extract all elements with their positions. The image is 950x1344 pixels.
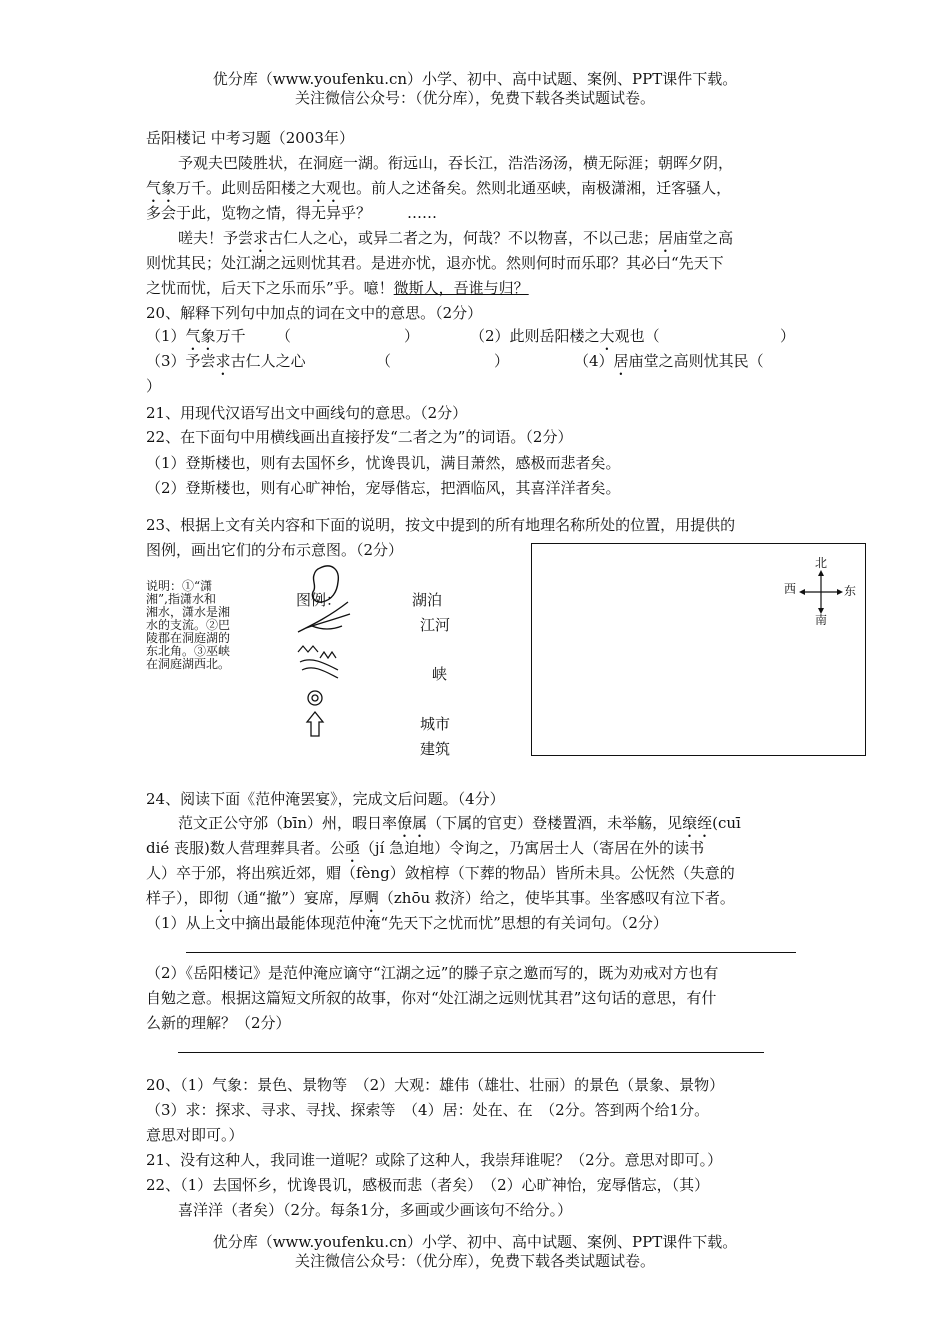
- q24-answer-line-2[interactable]: [178, 1052, 764, 1053]
- q22-sentence-2: （2）登斯楼也，则有心旷神怡，宠辱偕忘，把酒临风，其喜洋洋者矣。: [146, 479, 621, 497]
- footer-line-1: 优分库（www.youfenku.cn）小学、初中、高中试题、案例、PPT课件下载。: [212, 1233, 738, 1251]
- compass-north: 北: [815, 556, 828, 570]
- q20-answer-3-close: ）: [494, 352, 510, 370]
- q20-item-4: （4）居庙堂之高则忧其民（: [574, 352, 764, 370]
- q20-item-2: （2）此则岳阳楼之大观也（: [470, 327, 660, 345]
- answer-20-line2: （3）求：探求、寻求、寻找、探索等 （4）居：处在、在 （2分。答到两个给1分。: [146, 1101, 710, 1119]
- legend-label-gorge: 峡: [432, 665, 448, 683]
- compass-east: 东: [844, 584, 857, 598]
- q24-text-2: dié 丧服)数人营理葬具者。公亟（jí 急迫地）令询之，乃寓居士人（寄居在外的读书: [146, 839, 705, 857]
- document-title: 岳阳楼记 中考习题（2003年）: [146, 129, 354, 147]
- q24-subq-2-line3: 么新的理解？（2分）: [146, 1014, 291, 1032]
- passage-p2-line2: 则忧其民；处江湖之远则忧其君。是进亦忧，退亦忧。然则何时而乐耶？其必曰“先天下: [146, 254, 724, 272]
- q24-text-4: 样子），即彻（通“撤”）宴席，厚赒（zhōu 救济）给之，使毕其事。坐客感叹有泣下者。: [146, 889, 735, 907]
- q24-text-1: 范文正公守邠（bīn）州，暇日率僚属（下属的官吏）登楼置酒，未举觞，见缞绖(cuī: [178, 814, 741, 832]
- legend-label-river: 江河: [420, 616, 451, 634]
- answer-21: 21、没有这种人，我同谁一道呢？或除了这种人，我崇拜谁呢？（2分。意思对即可。）: [146, 1151, 723, 1169]
- footer-line-2: 关注微信公众号：（优分库），免费下载各类试题试卷。: [294, 1252, 655, 1270]
- underlined-sentence: 微斯人，吾谁与归？: [393, 279, 529, 297]
- q22-stem: 22、在下面句中用横线画出直接抒发“二者之为”的词语。（2分）: [146, 428, 573, 446]
- lake-icon: [312, 566, 338, 602]
- q22-sentence-1: （1）登斯楼也，则有去国怀乡，忧谗畏讥，满目萧然，感极而悲者矣。: [146, 454, 621, 472]
- q20-answer-3-open: （: [376, 352, 392, 370]
- legend-label-building: 建筑: [420, 740, 451, 758]
- q24-subq-2-line2: 自勉之意。根据这篇短文所叙的故事，你对“处江湖之远则忧其君”这句话的意思，有什: [146, 989, 717, 1007]
- q20-item-3: （3）予尝求古仁人之心: [146, 352, 306, 370]
- legend-label-lake: 湖泊: [412, 591, 443, 609]
- legend-icons: [292, 560, 362, 760]
- q23-stem-2: 图例，画出它们的分布示意图。（2分）: [146, 541, 404, 559]
- q21-stem: 21、用现代汉语写出文中画线句的意思。（2分）: [146, 404, 468, 422]
- q23-note: 说明：①“潇 湘”,指潇水和 湘水，潇水是湘 水的支流。②巴 陵郡在洞庭湖的 东北角。③巫峡 在洞庭湖西北。: [146, 579, 231, 671]
- legend-title: 图例：: [296, 591, 342, 609]
- q20-stem: 20、解释下列句中加点的词在文中的意思。（2分）: [146, 304, 483, 322]
- header-line-1: 优分库（www.youfenku.cn）小学、初中、高中试题、案例、PPT课件下载。: [212, 70, 738, 88]
- answer-20-line1: 20、（1）气象：景色、景物等 （2）大观：雄伟（雄壮、壮丽）的景色（景象、景物）: [146, 1076, 725, 1094]
- q20-answer-4-close: ）: [146, 377, 162, 395]
- q24-text-3: 人）卒于邠，将出殡近郊，赗（fèng）敛棺椁（下葬的物品）皆所未具。公怃然（失意的: [146, 864, 735, 882]
- q24-stem: 24、阅读下面《范仲淹罢宴》，完成文后问题。（4分）: [146, 790, 505, 808]
- passage-p1-line2: 气象万千。此则岳阳楼之大观也。前人之述备矣。然则北通巫峡，南极潇湘，迁客骚人，: [146, 179, 732, 197]
- passage-p1-line3: 多会于此，览物之情，得无异乎？ ……: [146, 204, 438, 222]
- answer-22-line2: 喜洋洋（者矣）（2分。每条1分，多画或少画该句不给分。）: [178, 1201, 573, 1219]
- passage-p2-line3: 之忧而忧，后天下之乐而乐”乎。噫！微斯人，吾谁与归？: [146, 279, 529, 297]
- city-icon: [308, 691, 322, 705]
- river-icon: [298, 602, 350, 632]
- q20-answer-1-open: （: [276, 327, 292, 345]
- answer-20-line3: 意思对即可。）: [146, 1126, 244, 1144]
- q20-answer-1-close: ）: [404, 327, 420, 345]
- legend-label-city: 城市: [420, 715, 451, 733]
- passage-p1-line1: 予观夫巴陵胜状，在洞庭一湖。衔远山，吞长江，浩浩汤汤，横无际涯；朝晖夕阴，: [178, 154, 734, 172]
- header-line-2: 关注微信公众号：（优分库），免费下载各类试题试卷。: [294, 89, 655, 107]
- q24-subq-1: （1）从上文中摘出最能体现范仲淹“先天下之忧而忧”思想的有关词句。（2分）: [146, 914, 668, 932]
- building-icon: [307, 712, 323, 736]
- gorge-icon: [298, 646, 338, 678]
- compass-west: 西: [784, 582, 797, 596]
- answer-22-line1: 22、（1）去国怀乡，忧谗畏讥，感极而悲（者矣） （2）心旷神怡，宠辱偕忘，（其）: [146, 1176, 710, 1194]
- q24-answer-line-1[interactable]: [186, 952, 796, 953]
- compass-south: 南: [815, 613, 828, 627]
- q24-subq-2-line1: （2）《岳阳楼记》是范仲淹应谪守“江湖之远”的滕子京之邀而写的，既为劝戒对方也有: [146, 964, 719, 982]
- q20-answer-2-close: ）: [780, 327, 796, 345]
- passage-p2-line1: 嗟夫！予尝求古仁人之心，或异二者之为，何哉？不以物喜，不以己悲；居庙堂之高: [178, 229, 734, 247]
- q20-item-1: （1）气象万千: [146, 327, 246, 345]
- q23-stem-1: 23、根据上文有关内容和下面的说明，按文中提到的所有地理名称所处的位置，用提供的: [146, 516, 736, 534]
